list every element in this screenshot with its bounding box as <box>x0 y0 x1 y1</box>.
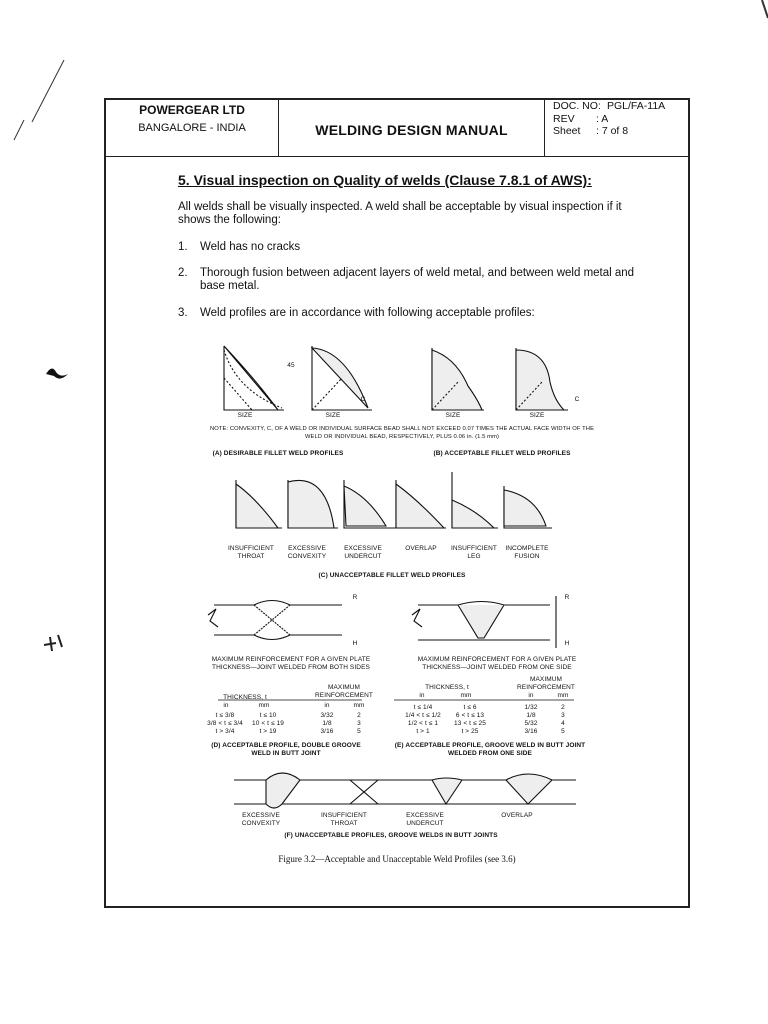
table-cell: 13 < t ≤ 25 <box>454 720 486 727</box>
table-cell: 3 <box>561 712 565 719</box>
table-cell: 1/32 <box>524 704 538 711</box>
doc-number-label: DOC. NO: <box>553 100 601 112</box>
item-2-number: 2. <box>178 267 188 279</box>
groove-profile-f <box>234 773 576 808</box>
c-mark-2: C <box>360 396 366 403</box>
company-city: BANGALORE - INDIA <box>138 122 246 134</box>
table-cell: 3/32 <box>320 712 334 719</box>
butt-joint-double-groove <box>208 601 342 640</box>
butt-joint-single-groove <box>412 596 556 648</box>
table-cell: t ≤ 3/8 <box>215 712 235 719</box>
table-cell: 1/8 <box>322 720 332 727</box>
fillet-profile-b1 <box>432 348 484 410</box>
table-left-maxreinf: MAXIMUM REINFORCEMENT <box>315 684 373 699</box>
table-cell: t ≤ 1/4 <box>413 704 433 711</box>
item-2-text: Thorough fusion between adjacent layers of weld metal, and between weld metal and base metal. <box>200 267 635 292</box>
size-label-1: SIZE <box>237 412 253 419</box>
item-1-number: 1. <box>178 241 188 253</box>
rev-label: REV <box>553 113 575 125</box>
label-d: (D) ACCEPTABLE PROFILE, DOUBLE GROOVE WELD IN BUTT JOINT <box>211 742 361 757</box>
fillet-profile-c <box>236 472 552 528</box>
label-a: (A) DESIRABLE FILLET WELD PROFILES <box>212 450 344 457</box>
table-cell: t > 19 <box>259 728 277 735</box>
r-mark-right: R <box>564 594 570 601</box>
size-label-3: SIZE <box>445 412 461 419</box>
label-e: (E) ACCEPTABLE PROFILE, GROOVE WELD IN BUTT JOINT WELDED FROM ONE SIDE <box>394 742 586 757</box>
table-left-unit-in-2: in <box>324 702 330 709</box>
unacc-groove-3: EXCESSIVE UNDERCUT <box>406 812 444 827</box>
table-cell: 6 < t ≤ 13 <box>455 712 485 719</box>
company-name: POWERGEAR LTD <box>139 103 245 117</box>
table-cell: 2 <box>561 704 565 711</box>
table-left-unit-mm: mm <box>258 702 270 709</box>
item-1-text: Weld has no cracks <box>200 241 301 253</box>
table-cell: t > 25 <box>461 728 479 735</box>
table-right-unit-in-2: in <box>528 692 534 699</box>
label-c: (C) UNACCEPTABLE FILLET WELD PROFILES <box>318 572 466 579</box>
h-mark-right: H <box>564 640 570 647</box>
table-cell: 1/2 < t ≤ 1 <box>407 720 439 727</box>
label-f: (F) UNACCEPTABLE PROFILES, GROOVE WELDS IN BUTT JOINTS <box>284 832 498 839</box>
butt-left-caption: MAXIMUM REINFORCEMENT FOR A GIVEN PLATE THICKNESS—JOINT WELDED FROM BOTH SIDES <box>211 656 371 671</box>
weld-profiles-figure <box>106 100 688 906</box>
unacc-fillet-3: EXCESSIVE UNDERCUT <box>344 545 382 560</box>
unacc-fillet-5: INSUFFICIENT LEG <box>451 545 497 560</box>
rev-value: : A <box>596 113 609 125</box>
manual-title: WELDING DESIGN MANUAL <box>315 122 508 138</box>
table-cell: 4 <box>561 720 565 727</box>
table-cell: 2 <box>357 712 361 719</box>
h-mark-left: H <box>352 640 358 647</box>
unacc-fillet-1: INSUFFICIENT THROAT <box>228 545 274 560</box>
table-cell: t > 1 <box>416 728 430 735</box>
table-cell: 5/32 <box>524 720 538 727</box>
sheet-label: Sheet <box>553 125 581 137</box>
table-right-thickness: THICKNESS, t <box>425 684 469 691</box>
table-right-unit-mm-2: mm <box>557 692 569 699</box>
table-cell: 3/8 < t ≤ 3/4 <box>207 720 243 727</box>
table-cell: t ≤ 10 <box>259 712 277 719</box>
label-b: (B) ACCEPTABLE FILLET WELD PROFILES <box>433 450 571 457</box>
unacc-groove-1: EXCESSIVE CONVEXITY <box>241 812 281 827</box>
table-cell: t ≤ 6 <box>463 704 477 711</box>
table-cell: 3 <box>357 720 361 727</box>
c-mark-1: C <box>574 396 580 403</box>
document-frame <box>104 98 690 908</box>
intro-paragraph: All welds shall be visually inspected. A weld shall be acceptable by visual inspection if it shows the following: <box>178 201 622 226</box>
fillet-profile-a1 <box>224 346 284 410</box>
table-cell: 3/16 <box>320 728 334 735</box>
fillet-profile-b2 <box>516 348 568 410</box>
unacc-fillet-6: INCOMPLETE FUSION <box>505 545 549 560</box>
table-cell: 1/8 <box>526 712 536 719</box>
table-left-thickness: THICKNESS, t <box>223 694 267 701</box>
butt-right-caption: MAXIMUM REINFORCEMENT FOR A GIVEN PLATE THICKNESS—JOINT WELDED FROM ONE SIDE <box>417 656 577 671</box>
table-cell: 1/4 < t ≤ 1/2 <box>405 712 441 719</box>
table-cell: t > 3/4 <box>215 728 235 735</box>
r-mark-left: R <box>352 594 358 601</box>
table-right-unit-in: in <box>419 692 425 699</box>
table-cell: 5 <box>561 728 565 735</box>
angle-label: 45 <box>287 362 295 369</box>
item-3-number: 3. <box>178 307 188 319</box>
table-left-unit-mm-2: mm <box>353 702 365 709</box>
table-cell: 10 < t ≤ 19 <box>252 720 284 727</box>
table-left-unit-in: in <box>223 702 229 709</box>
figure-caption: Figure 3.2—Acceptable and Unacceptable Weld Profiles (see 3.6) <box>278 854 516 864</box>
unacc-fillet-2: EXCESSIVE CONVEXITY <box>287 545 327 560</box>
unacc-groove-4: OVERLAP <box>501 812 533 819</box>
sheet-value: : 7 of 8 <box>596 125 629 137</box>
table-cell: 5 <box>357 728 361 735</box>
size-label-4: SIZE <box>529 412 545 419</box>
table-cell: 3/16 <box>524 728 538 735</box>
unacc-fillet-4: OVERLAP <box>405 545 437 552</box>
doc-number-value: PGL/FA-11A <box>607 100 666 112</box>
convexity-note: NOTE: CONVEXITY, C, OF A WELD OR INDIVIDUAL SURFACE BEAD SHALL NOT EXCEED 0.07 TIMES THE ACTUAL FACE WIDTH OF THE WELD OR INDIVIDUAL BEAD, RESPECTIVELY, PLUS 0.06 in. (1.5 mm) <box>209 426 595 440</box>
unacc-groove-2: INSUFFICIENT THROAT <box>321 812 367 827</box>
table-right-maxreinf: MAXIMUM REINFORCEMENT <box>517 676 575 691</box>
table-right-unit-mm: mm <box>460 692 472 699</box>
size-label-2: SIZE <box>325 412 341 419</box>
section-title: 5. Visual inspection on Quality of welds (Clause 7.8.1 of AWS): <box>178 172 592 188</box>
item-3-text: Weld profiles are in accordance with following acceptable profiles: <box>200 307 535 319</box>
